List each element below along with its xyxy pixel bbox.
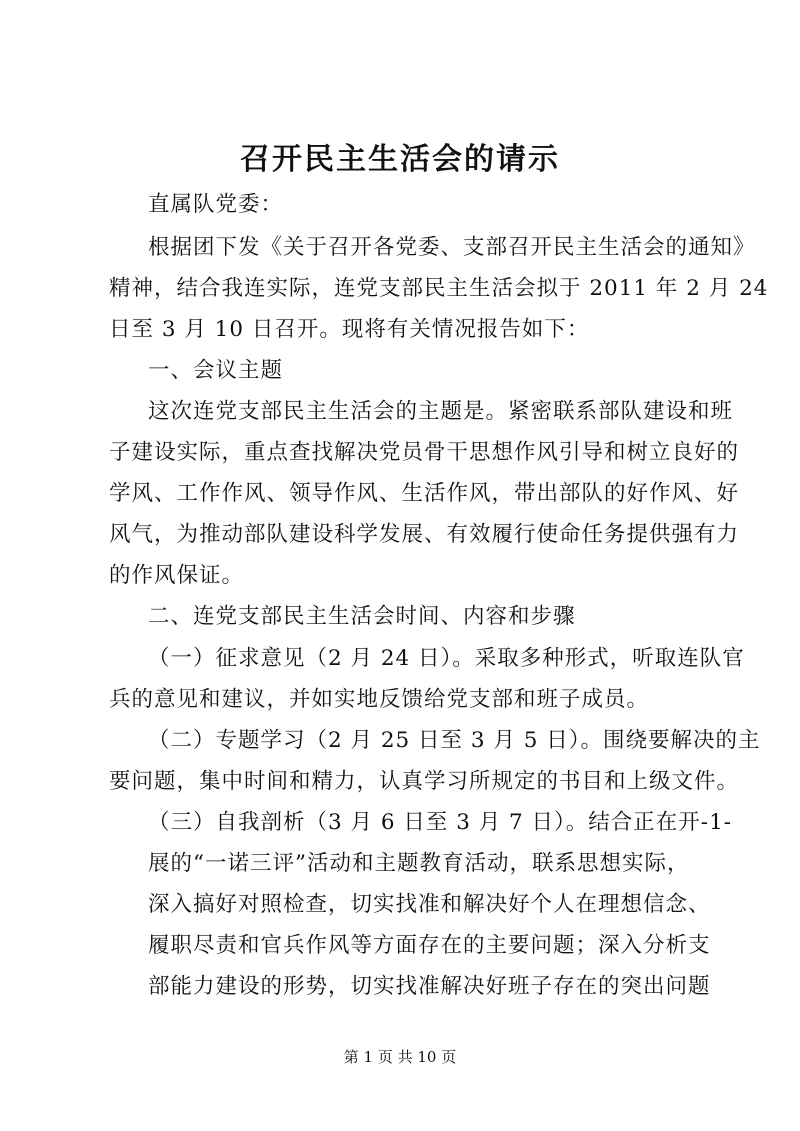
paragraph-line: （二）专题学习（2 月 25 日至 3 月 5 日）。围绕要解决的主	[148, 728, 761, 753]
paragraph-line: 的作风保证。	[109, 563, 245, 588]
paragraph-line: （三）自我剖析（3 月 6 日至 3 月 7 日）。结合正在开-1-	[148, 810, 733, 835]
paragraph-line: 部能力建设的形势，切实找准解决好班子存在的突出问题	[148, 974, 711, 999]
paragraph-line: 兵的意见和建议，并如实地反馈给党支部和班子成员。	[109, 687, 650, 712]
paragraph-line: （一）征求意见（2 月 24 日）。采取多种形式，听取连队官	[148, 646, 745, 671]
paragraph-line: 日至 3 月 10 日召开。现将有关情况报告如下：	[109, 317, 590, 342]
paragraph-line: 精神，结合我连实际，连党支部民主生活会拟于 2011 年 2 月 24	[109, 276, 769, 301]
page-number-footer: 第 1 页 共 10 页	[343, 1048, 457, 1066]
paragraph-line: 要问题，集中时间和精力，认真学习所规定的书目和上级文件。	[109, 769, 740, 794]
paragraph-line: 子建设实际，重点查找解决党员骨干思想作风引导和树立良好的	[109, 440, 740, 465]
paragraph-line: 展的“一诺三评”活动和主题教育活动，联系思想实际，	[148, 851, 690, 876]
paragraph-line: 深入搞好对照检查，切实找准和解决好个人在理想信念、	[148, 892, 711, 917]
salutation: 直属队党委：	[148, 192, 284, 217]
paragraph-line: 这次连党支部民主生活会的主题是。紧密联系部队建设和班	[148, 399, 734, 424]
document-title: 召开民主生活会的请示	[240, 142, 560, 177]
paragraph-line: 履职尽责和官兵作风等方面存在的主要问题；深入分析支	[148, 933, 711, 958]
paragraph-line: 根据团下发《关于召开各党委、支部召开民主生活会的通知》	[148, 235, 756, 260]
paragraph-line: 风气，为推动部队建设科学发展、有效履行使命任务提供强有力	[109, 522, 740, 547]
section-heading: 一、会议主题	[148, 358, 284, 383]
section-heading: 二、连党支部民主生活会时间、内容和步骤	[148, 604, 576, 629]
paragraph-line: 学风、工作作风、领导作风、生活作风，带出部队的好作风、好	[109, 481, 740, 506]
